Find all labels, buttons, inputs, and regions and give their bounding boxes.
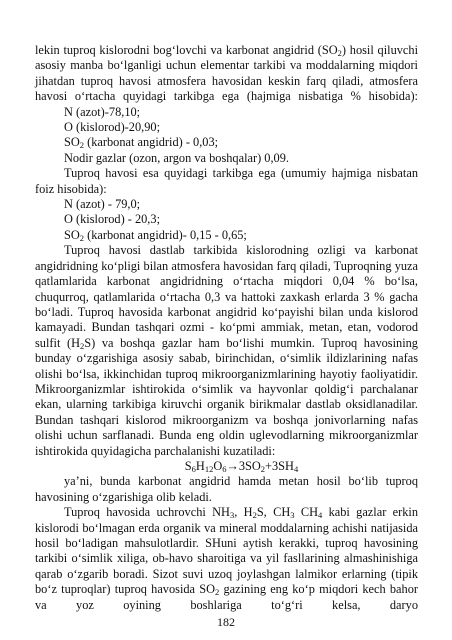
atmosphere-noble-gases-line: Nodir gazlar (ozon, argon va boshqalar) 0,09. bbox=[64, 150, 289, 165]
paragraph-soil-air-intro: Tuproq havosi esa quyidagi tarkibga ega (umumiy hajmiga nisbatan foiz hisobida): bbox=[35, 166, 418, 196]
soil-nitrogen-line: N (azot) - 79,0; bbox=[64, 197, 141, 212]
paragraph-soil-gases: Tuproq havosida uchrovchi $NH_3$, $H_2S$, $CH_3$ $CH_4$ kabi gazlar erkin kislorodi bo‘lmagan erda organik va mineral moddalarning achishi natijasida hosil bo‘ladigan mahsulotlardir. SHuni aytish kerakki, tuproq havosining tarkibi o‘simlik xiliga, ob-havo sharoitiga va yil fasllarining almashinishiga qarab o‘zgarib boradi. Sizot suvi uzoq joylashgan lalmikor erlarning (tipik bo‘z tuproqlar) tuproq havosida $SO_2$ gazining eng ko‘p miqdori kech bahor va yoz oyining boshlariga to‘g‘ri kelsa, daryo bbox=[35, 505, 418, 612]
soil-co2-line: $SO_2$ (karbonat angidrid)- 0,15 - 0,65; bbox=[64, 227, 247, 243]
paragraph-soil-air-composition: Tuproq havosi dastlab tarkibida kislorodning ozligi va karbonat angidridning ko‘pligi bilan atmosfera havosidan farq qiladi, Tuproqning yuza qatlamlarida karbonat angidridning o‘rtacha miqdori 0,04 % bo‘lsa, chuqurroq, qatlamlarida o‘rtacha 0,3 va hattoki zaxkash erlarda 3 % gacha bo‘ladi. Tuproq havosida karbonat angidrid ko‘payishi bilan unda kislorod kamayadi. Bundan tashqari ozmi - ko‘pmi ammiak, metan, etan, vodorod sulfit $(H_2S)$ va boshqa gazlar ham bo‘lishi mumkin. Tuproq havosining bunday o‘zgarishiga asosiy sabab, birinchidan, o‘simlik ildizlarining nafas olishi bo‘lsa, ikkinchidan tuproq mikroorganizmlarining hayotiy faoliyatidir. Mikroorganizmlar ishtirokida o‘simlik va hayvonlar qoldig‘i parchalanar ekan, ularning tarkibiga kiruvchi organik birikmalar dastlab oksidlanadilar. Bundan tashqari kislorod mikroorganizm va boshqa jonivorlarning nafas olishi uchun sarflanadi. Bunda eng oldin uglevodlarning mikroorganizmlar ishtirokida quyidagicha parchalanishi kuzatiladi: bbox=[35, 243, 418, 458]
atmosphere-co2-line: $SO_2$ (karbonat angidrid) - 0,03; bbox=[64, 135, 219, 151]
page-number: 182 bbox=[217, 615, 235, 629]
paragraph-equation-explanation: ya’ni, bunda karbonat angidrid hamda metan hosil bo‘lib tuproq havosining o‘zgarishiga olib keladi. bbox=[35, 474, 418, 504]
document-body bbox=[35, 43, 418, 613]
soil-oxygen-line: O (kislorod) - 20,3; bbox=[64, 212, 160, 227]
chemical-equation: $S_6H_{12}O_6\to 3SO_2+3SH_4$ bbox=[184, 458, 299, 474]
atmosphere-nitrogen-line: N (azot)-78,10; bbox=[64, 104, 141, 119]
atmosphere-oxygen-line: O (kislorod)-20,90; bbox=[64, 120, 160, 135]
paragraph-intro: lekin tuproq kislorodni bog‘lovchi va karbonat angidrid $(SO_2)$ hosil qiluvchi asosiy manba bo‘lganligi uchun elementar tarkibi va moddalarning miqdori jihatdan tuproq havosi atmosfera havosidan keskin farq qiladi, atmosfera havosi o‘rtacha quyidagi tarkibga ega (hajmiga nisbatiga % hisobida): bbox=[35, 43, 419, 104]
